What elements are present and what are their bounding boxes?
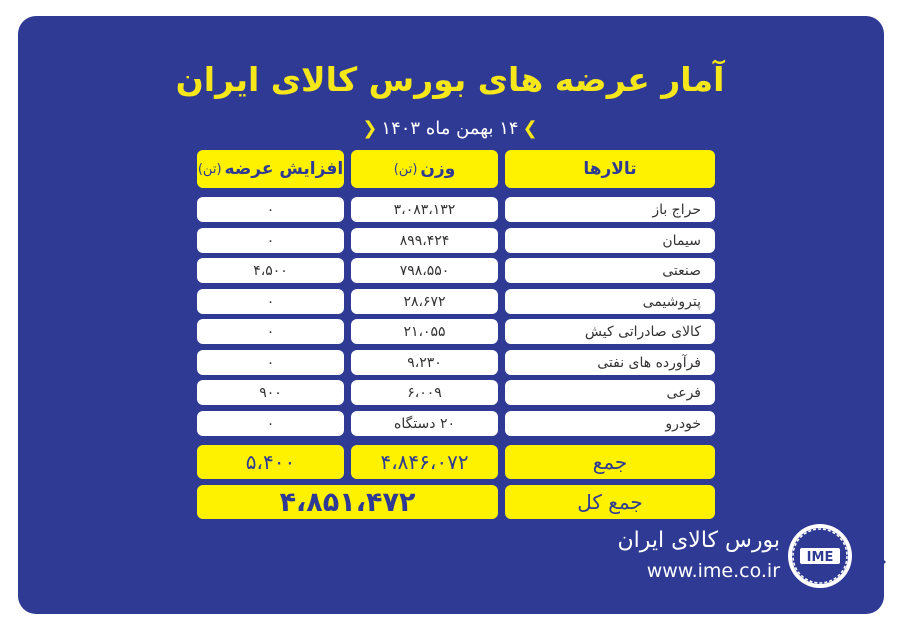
total-value: ۴،۸۵۱،۴۷۲: [197, 485, 498, 519]
footer-name: بورس کالای ایران: [617, 528, 780, 553]
infographic-card: [18, 16, 884, 614]
card-notch: [872, 548, 886, 576]
header-weight: [351, 150, 498, 188]
sum-weight: ۴،۸۴۶،۰۷۲: [351, 445, 498, 479]
row-name: فرعی: [505, 380, 715, 405]
row-name: خودرو: [505, 411, 715, 436]
row-increase: ۰: [197, 411, 344, 436]
logo-text: IME: [806, 550, 834, 565]
bracket-left-icon: ❮: [362, 118, 378, 139]
header-halls: [505, 150, 715, 188]
row-name: صنعتی: [505, 258, 715, 283]
ime-logo-icon: [786, 522, 854, 590]
row-increase: ۴،۵۰۰: [197, 258, 344, 283]
row-increase: ۰: [197, 228, 344, 253]
header-increase: [197, 150, 344, 188]
footer-url[interactable]: www.ime.co.ir: [646, 560, 780, 582]
date-text: ۱۴ بهمن ماه ۱۴۰۳: [381, 118, 519, 139]
total-label: جمع کل: [505, 485, 715, 519]
row-name: کالای صادراتی کیش: [505, 319, 715, 344]
sum-label: جمع: [505, 445, 715, 479]
header-weight-unit: (تن): [393, 161, 418, 177]
row-increase: ۰: [197, 319, 344, 344]
row-weight: ۸۹۹،۴۲۴: [351, 228, 498, 253]
row-increase: ۰: [197, 350, 344, 375]
row-name: فرآورده های نفتی: [505, 350, 715, 375]
row-weight: ۲۱،۰۵۵: [351, 319, 498, 344]
row-increase: ۰: [197, 289, 344, 314]
date-line: [0, 118, 900, 139]
row-name: سیمان: [505, 228, 715, 253]
sum-increase: ۵،۴۰۰: [197, 445, 344, 479]
row-name: پتروشیمی: [505, 289, 715, 314]
row-weight: ۲۰ دستگاه: [351, 411, 498, 436]
row-increase: ۹۰۰: [197, 380, 344, 405]
row-name: حراج باز: [505, 197, 715, 222]
bracket-right-icon: ❯: [522, 118, 538, 139]
row-weight: ۶،۰۰۹: [351, 380, 498, 405]
row-weight: ۲۸،۶۷۲: [351, 289, 498, 314]
header-weight-label: وزن: [420, 159, 456, 179]
header-increase-label: افزایش عرضه: [224, 159, 344, 179]
row-weight: ۷۹۸،۵۵۰: [351, 258, 498, 283]
header-increase-unit: (تن): [197, 161, 222, 177]
row-weight: ۳،۰۸۳،۱۳۲: [351, 197, 498, 222]
page-title: آمار عرضه های بورس کالای ایران: [175, 60, 725, 99]
row-increase: ۰: [197, 197, 344, 222]
row-weight: ۹،۲۳۰: [351, 350, 498, 375]
header-halls-label: تالارها: [583, 159, 637, 179]
